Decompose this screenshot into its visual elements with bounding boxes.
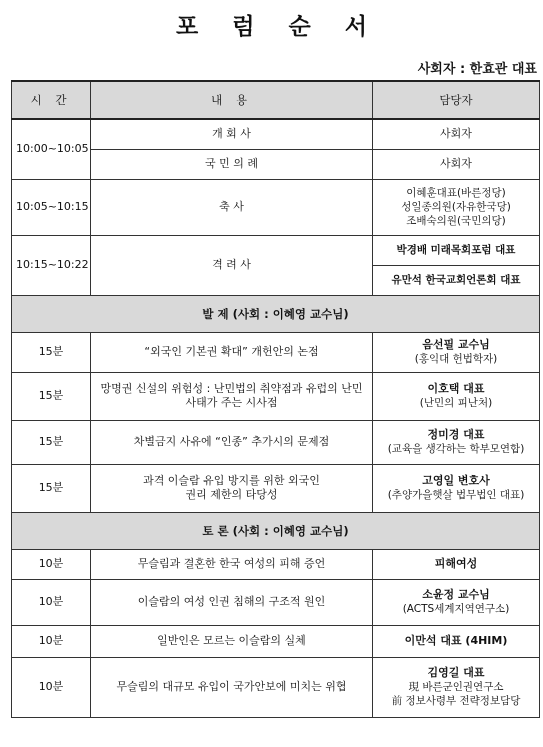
content-cell: 격 려 사 [91,235,373,295]
person-cell [373,657,540,717]
person-cell: 유만석 한국교회언론회 대표 [373,265,540,295]
content-cell [91,332,373,372]
content-line: 권리 제한의 타당성 [185,488,278,501]
person-name: 소윤정 교수님 [422,588,490,601]
section-title: 발 제 (사회 : 이혜영 교수님) [12,295,540,332]
header-content: 내 용 [91,81,373,119]
person-affiliation: 現 바른군인권연구소 [408,681,504,693]
content-cell: 일반인은 모르는 이슬람의 실체 [91,625,373,657]
person-affiliation: (교육을 생각하는 학부모연합) [387,443,525,455]
content-line: 망명권 신설의 위험성 : 난민법의 취약점과 유럽의 난민 [100,382,363,395]
table-row [12,464,540,512]
table-row [12,119,540,149]
moderator-label: 사회자 : 한효관 대표 [417,62,537,77]
header-time: 시 간 [12,81,91,119]
person-line: 이혜훈대표(바른정당) [406,187,506,199]
content-line: 사태가 주는 시사점 [185,396,278,409]
time-cell: 15분 [12,332,91,372]
content-cell: 이슬람의 여성 인권 침해의 구조적 원인 [91,579,373,625]
person-name: 이호택 대표 [427,382,485,395]
person-line: 조배숙의원(국민의당) [406,215,506,227]
person-name: 이만석 대표 (4HIM) [404,634,508,647]
time-cell: 10:05~10:15 [12,179,91,235]
person-cell: 박경배 미래목회포럼 대표 [373,235,540,265]
time-cell: 10분 [12,549,91,579]
table-row [12,657,540,717]
table-row [12,579,540,625]
person-cell [373,372,540,420]
content-cell: 무슬림의 대규모 유입이 국가안보에 미치는 위협 [91,657,373,717]
content-cell: 개 회 사 [91,119,373,149]
content-cell: 무슬림과 결혼한 한국 여성의 피해 증언 [91,549,373,579]
time-cell: 15분 [12,420,91,464]
person-cell [373,179,540,235]
table-header-row [12,81,540,119]
section-row-discussion [12,512,540,549]
time-cell: 10분 [12,657,91,717]
table-row [12,372,540,420]
content-line: 과격 이슬람 유입 방지를 위한 외국인 [143,474,320,487]
person-cell [373,625,540,657]
person-cell: 사회자 [373,149,540,179]
time-cell: 10분 [12,625,91,657]
person-cell [373,579,540,625]
person-name: 정미경 대표 [427,428,485,441]
table-row [12,420,540,464]
table-row [12,549,540,579]
content-cell: 국 민 의 례 [91,149,373,179]
person-cell: 사회자 [373,119,540,149]
table-row [12,332,540,372]
person-line: 성일종의원(자유한국당) [401,201,511,213]
time-cell: 10분 [12,579,91,625]
section-row-presentations [12,295,540,332]
content-cell: 축 사 [91,179,373,235]
content-line: “외국인 기본권 확대” 개헌안의 논점 [144,345,319,358]
person-cell [373,420,540,464]
header-person: 담당자 [373,81,540,119]
time-cell: 10:00~10:05 [12,119,91,179]
page-title: 포 럼 순 서 [176,14,380,40]
content-cell [91,372,373,420]
person-name: 김영길 대표 [427,666,485,679]
person-affiliation: (추양가을햇살 법무법인 대표) [387,489,525,501]
table-row [12,625,540,657]
time-cell: 10:15~10:22 [12,235,91,295]
person-name: 피해여성 [434,557,478,570]
table-row [12,179,540,235]
person-cell [373,332,540,372]
person-cell [373,464,540,512]
person-name: 음선필 교수님 [422,338,490,351]
person-affiliation: (ACTS세계지역연구소) [402,603,510,615]
person-affiliation: (홍익대 헌법학자) [414,353,498,365]
content-cell [91,420,373,464]
person-name: 고영일 변호사 [422,474,490,487]
person-cell [373,549,540,579]
person-affiliation: 前 정보사령부 전략정보담당 [391,695,521,707]
table-row [12,149,540,179]
time-cell: 15분 [12,464,91,512]
content-cell [91,464,373,512]
section-title: 토 론 (사회 : 이혜영 교수님) [12,512,540,549]
content-line: 차별금지 사유에 “인종” 추가시의 문제점 [133,435,330,448]
time-cell: 15분 [12,372,91,420]
table-row [12,235,540,265]
program-table [11,80,540,718]
person-affiliation: (난민의 피난처) [419,397,493,409]
